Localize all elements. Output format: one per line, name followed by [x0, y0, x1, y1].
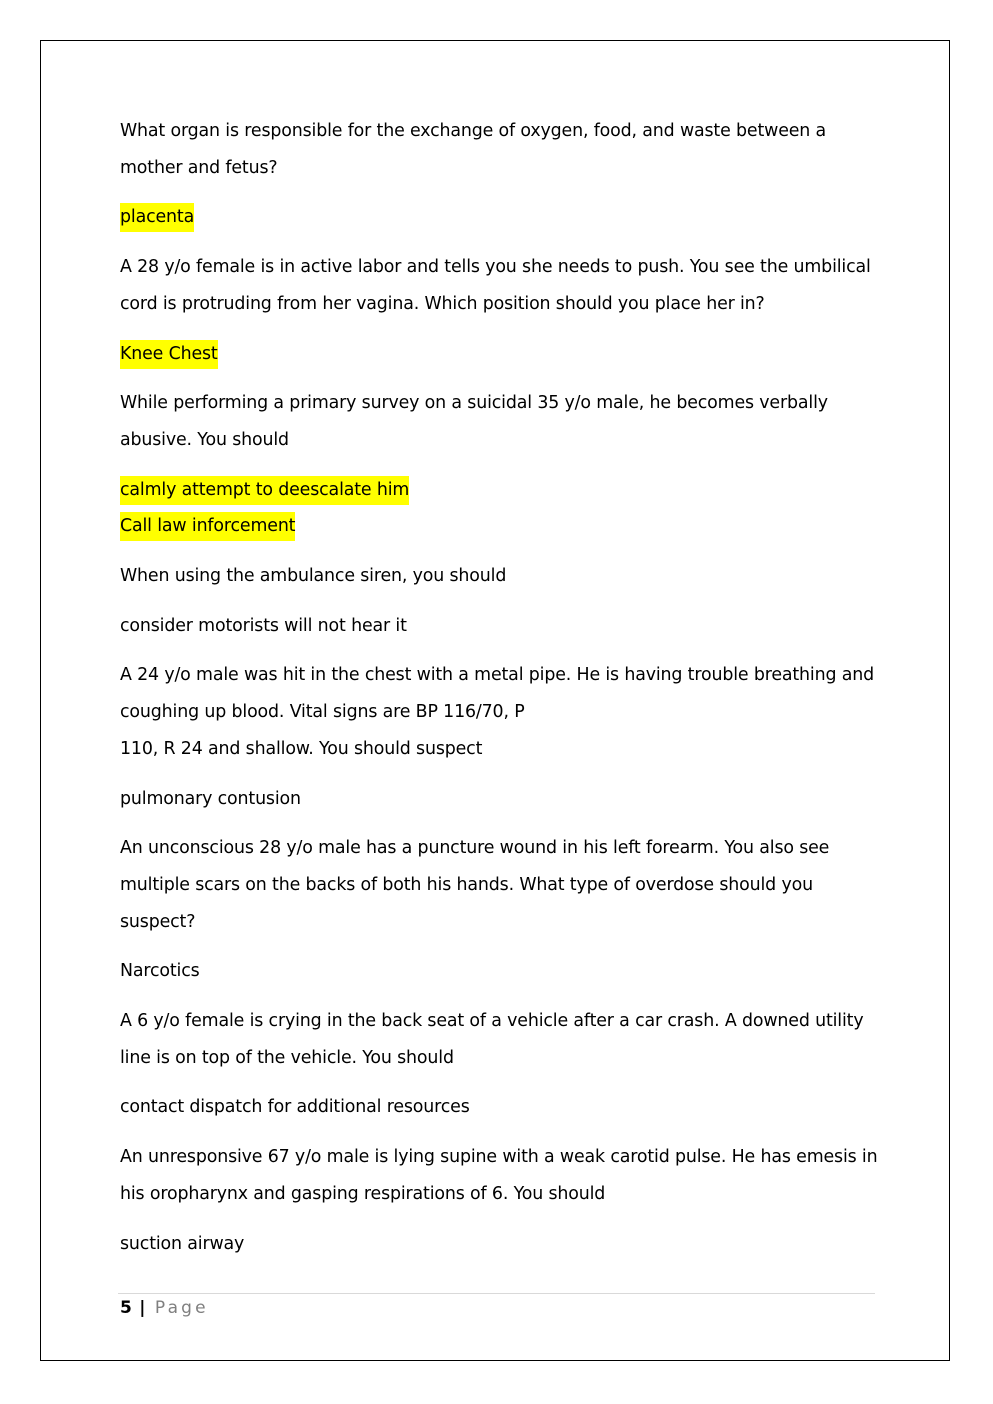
answer-group [120, 199, 880, 236]
question-line: A 24 y/o male was hit in the chest with a metal pipe. He is having trouble breathing and coughing up blood. Vital signs are BP 116/70, P [120, 665, 875, 723]
question-text: While performing a primary survey on a suicidal 35 y/o male, he becomes verbally abusive. You should [120, 393, 828, 450]
answer-group [120, 608, 880, 645]
answer-text: suction airway [120, 1233, 245, 1254]
answer-text: contact dispatch for additional resources [120, 1097, 470, 1118]
page-number: 5 [120, 1298, 132, 1318]
question-text: An unconscious 28 y/o male has a puncture wound in his left forearm. You also see multiple scars on the backs of both his hands. What type of overdose should you suspect? [120, 838, 830, 932]
question-text: A 6 y/o female is crying in the back seat of a vehicle after a car crash. A downed utility line is on top of the vehicle. You should [120, 1011, 864, 1068]
footer-separator: | [139, 1298, 146, 1318]
answer-group [120, 472, 880, 545]
page-label: Page [154, 1298, 209, 1318]
answer-text: calmly attempt to deescalate him [120, 476, 409, 505]
question-text: An unresponsive 67 y/o male is lying supine with a weak carotid pulse. He has emesis in his oropharynx and gasping respirations of 6. You should [120, 1147, 878, 1204]
document-body [120, 113, 880, 1275]
footer-divider [118, 1293, 875, 1294]
question-line: 110, R 24 and shallow. You should suspect [120, 738, 483, 759]
question-text [120, 657, 880, 767]
answer-text: Knee Chest [120, 340, 218, 369]
answer-group [120, 781, 880, 818]
question-text: What organ is responsible for the exchange of oxygen, food, and waste between a mother and fetus? [120, 121, 827, 178]
answer-text: consider motorists will not hear it [120, 615, 407, 636]
question-text: A 28 y/o female is in active labor and tells you she needs to push. You see the umbilical cord is protruding from her vagina. Which position should you place her in? [120, 257, 871, 314]
answer-text: Narcotics [120, 961, 200, 982]
answer-text: placenta [120, 203, 194, 232]
answer-group [120, 336, 880, 373]
question-text: When using the ambulance siren, you should [120, 566, 507, 587]
answer-text: pulmonary contusion [120, 788, 301, 809]
answer-group [120, 953, 880, 990]
page-footer [120, 1296, 209, 1320]
answer-group [120, 1226, 880, 1263]
answer-group [120, 1089, 880, 1126]
answer-text: Call law inforcement [120, 512, 295, 541]
